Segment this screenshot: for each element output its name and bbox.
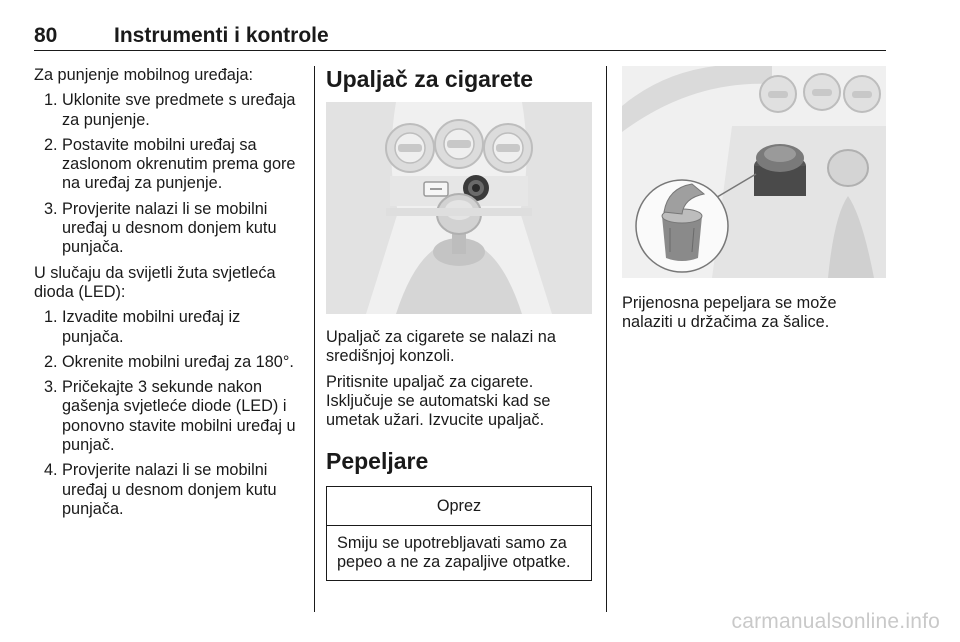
page-header — [34, 20, 886, 51]
caution-box — [326, 486, 592, 581]
step-text: Postavite mobilni uređaj sa zaslonom okrenutim prema gore na uređaj za punjenje. — [62, 135, 296, 193]
watermark: carmanualsonline.info — [731, 610, 940, 633]
column-lighter — [326, 66, 592, 581]
list-item — [34, 136, 304, 194]
ashtray-caption: Prijenosna pepeljara se može nalaziti u držačima za šalice. — [622, 294, 837, 332]
list-item — [34, 353, 304, 372]
section-title-lighter: Upaljač za cigarete — [326, 66, 534, 92]
step-text: Okrenite mobilni uređaj za 180°. — [62, 352, 294, 371]
list-item — [34, 378, 304, 455]
column-divider — [314, 66, 315, 612]
step-number: 1. — [44, 91, 58, 110]
column-ashtray — [622, 66, 890, 339]
led-steps-list — [34, 308, 304, 519]
charging-intro: Za punjenje mobilnog uređaja: — [34, 66, 254, 84]
portable-ashtray-illustration — [622, 66, 886, 278]
step-number: 2. — [44, 352, 58, 371]
led-intro: U slučaju da svijetli žuta svjetleća dioda (LED): — [34, 263, 276, 301]
step-number: 3. — [44, 378, 58, 397]
step-number: 4. — [44, 461, 58, 480]
step-text: Provjerite nalazi li se mobilni uređaj u desnom donjem kutu punjača. — [62, 461, 277, 518]
section-title-ashtrays: Pepeljare — [326, 448, 429, 475]
step-number: 2. — [44, 135, 58, 154]
list-item — [34, 461, 304, 519]
list-item — [34, 200, 304, 258]
step-text: Provjerite nalazi li se mobilni uređaj u desnom donjem kutu punjača. — [62, 199, 277, 257]
step-text: Pričekajte 3 sekunde nakon gašenja svjetleće diode (LED) i ponovno stavite mobilni uređaj u punjač. — [62, 378, 296, 455]
step-number: 1. — [44, 308, 58, 327]
list-item — [34, 308, 304, 347]
step-text: Izvadite mobilni uređaj iz punjača. — [62, 308, 241, 346]
column-charging — [34, 66, 304, 525]
lighter-location-text: Upaljač za cigarete se nalazi na središnjoj konzoli. — [326, 328, 556, 366]
cigarette-lighter-illustration — [326, 102, 592, 314]
page-number: 80 — [34, 24, 58, 47]
column-divider — [606, 66, 607, 612]
step-number: 3. — [44, 199, 58, 218]
caution-text: Smiju se upotrebljavati samo za pepeo a ne za zapaljive otpatke. — [337, 533, 571, 572]
chapter-title: Instrumenti i kontrole — [114, 24, 329, 47]
lighter-usage-text: Pritisnite upaljač za cigarete. Isključuje se automatski kad se umetak užari. Izvucite upaljač. — [326, 372, 551, 430]
caution-heading: Oprez — [327, 487, 591, 525]
step-text: Uklonite sve predmete s uređaja za punjenje. — [62, 91, 296, 129]
list-item — [34, 91, 304, 130]
charging-steps-list — [34, 91, 304, 257]
